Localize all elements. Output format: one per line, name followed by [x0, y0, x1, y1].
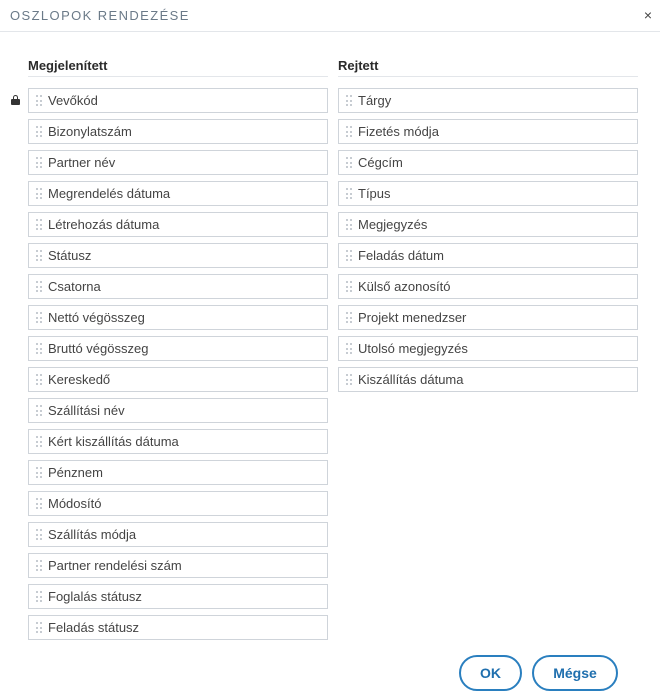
hidden-column-item[interactable]: [338, 274, 638, 299]
visible-columns-list: [28, 88, 328, 646]
hidden-columns-list: [338, 88, 638, 398]
column-item-label: Foglalás státusz: [48, 589, 142, 604]
drag-handle-icon[interactable]: [36, 560, 42, 571]
drag-handle-icon[interactable]: [36, 622, 42, 633]
drag-handle-icon[interactable]: [346, 312, 352, 323]
hidden-column-item[interactable]: [338, 305, 638, 330]
drag-handle-icon[interactable]: [36, 188, 42, 199]
drag-handle-icon[interactable]: [36, 219, 42, 230]
drag-handle-icon[interactable]: [346, 250, 352, 261]
visible-column-item[interactable]: [28, 243, 328, 268]
column-item-label: Külső azonosító: [358, 279, 451, 294]
drag-handle-icon[interactable]: [346, 374, 352, 385]
visible-column-item[interactable]: [28, 398, 328, 423]
drag-handle-icon[interactable]: [346, 188, 352, 199]
hidden-column-item[interactable]: [338, 119, 638, 144]
drag-handle-icon[interactable]: [36, 126, 42, 137]
visible-column-item[interactable]: [28, 553, 328, 578]
column-item-label: Partner név: [48, 155, 116, 170]
hidden-column-item[interactable]: [338, 212, 638, 237]
drag-handle-icon[interactable]: [36, 529, 42, 540]
column-item-label: Típus: [358, 186, 391, 201]
hidden-column-item[interactable]: [338, 150, 638, 175]
visible-column-item[interactable]: [28, 584, 328, 609]
close-icon[interactable]: ×: [643, 7, 652, 23]
visible-column-item[interactable]: [28, 615, 328, 640]
column-item-label: Bizonylatszám: [48, 124, 132, 139]
column-item-label: Módosító: [48, 496, 102, 511]
visible-column-item[interactable]: [28, 336, 328, 361]
hidden-columns-divider: [338, 76, 638, 77]
drag-handle-icon[interactable]: [36, 405, 42, 416]
drag-handle-icon[interactable]: [36, 281, 42, 292]
column-item-label: Megrendelés dátuma: [48, 186, 171, 201]
drag-handle-icon[interactable]: [36, 467, 42, 478]
column-item-label: Utolsó megjegyzés: [358, 341, 468, 356]
column-item-label: Szállítás módja: [48, 527, 137, 542]
visible-column-item[interactable]: [28, 429, 328, 454]
column-item-label: Bruttó végösszeg: [48, 341, 149, 356]
drag-handle-icon[interactable]: [346, 281, 352, 292]
hidden-column-item[interactable]: [338, 243, 638, 268]
visible-columns-heading: Megjelenített: [28, 58, 108, 73]
dialog-title: OSZLOPOK RENDEZÉSE: [10, 8, 190, 23]
column-item-label: Szállítási név: [48, 403, 125, 418]
visible-columns-divider: [28, 76, 328, 77]
column-item-label: Partner rendelési szám: [48, 558, 182, 573]
visible-column-item[interactable]: [28, 88, 328, 113]
drag-handle-icon[interactable]: [36, 250, 42, 261]
drag-handle-icon[interactable]: [36, 498, 42, 509]
drag-handle-icon[interactable]: [346, 95, 352, 106]
column-item-label: Csatorna: [48, 279, 101, 294]
drag-handle-icon[interactable]: [346, 219, 352, 230]
drag-handle-icon[interactable]: [36, 374, 42, 385]
column-item-label: Feladás dátum: [358, 248, 444, 263]
visible-column-item[interactable]: [28, 119, 328, 144]
drag-handle-icon[interactable]: [36, 343, 42, 354]
column-item-label: Projekt menedzser: [358, 310, 467, 325]
column-item-label: Tárgy: [358, 93, 392, 108]
hidden-column-item[interactable]: [338, 336, 638, 361]
visible-column-item[interactable]: [28, 460, 328, 485]
drag-handle-icon[interactable]: [346, 126, 352, 137]
hidden-column-item[interactable]: [338, 181, 638, 206]
drag-handle-icon[interactable]: [36, 591, 42, 602]
visible-column-item[interactable]: [28, 212, 328, 237]
visible-column-item[interactable]: [28, 181, 328, 206]
lock-icon: [11, 95, 20, 105]
cancel-button[interactable]: Mégse: [532, 655, 618, 691]
visible-column-item[interactable]: [28, 491, 328, 516]
drag-handle-icon[interactable]: [346, 157, 352, 168]
column-item-label: Fizetés módja: [358, 124, 439, 139]
visible-column-item[interactable]: [28, 367, 328, 392]
column-item-label: Megjegyzés: [358, 217, 428, 232]
column-item-label: Vevőkód: [48, 93, 98, 108]
column-item-label: Kiszállítás dátuma: [358, 372, 464, 387]
ok-button[interactable]: OK: [459, 655, 522, 691]
drag-handle-icon[interactable]: [36, 95, 42, 106]
column-item-label: Pénznem: [48, 465, 103, 480]
column-item-label: Nettó végösszeg: [48, 310, 145, 325]
drag-handle-icon[interactable]: [346, 343, 352, 354]
drag-handle-icon[interactable]: [36, 157, 42, 168]
drag-handle-icon[interactable]: [36, 312, 42, 323]
hidden-column-item[interactable]: [338, 367, 638, 392]
visible-column-item[interactable]: [28, 150, 328, 175]
visible-column-item[interactable]: [28, 522, 328, 547]
column-item-label: Létrehozás dátuma: [48, 217, 160, 232]
dialog-header: [0, 0, 660, 32]
visible-column-item[interactable]: [28, 305, 328, 330]
column-item-label: Cégcím: [358, 155, 403, 170]
column-item-label: Kereskedő: [48, 372, 111, 387]
drag-handle-icon[interactable]: [36, 436, 42, 447]
visible-column-item[interactable]: [28, 274, 328, 299]
column-item-label: Kért kiszállítás dátuma: [48, 434, 179, 449]
hidden-column-item[interactable]: [338, 88, 638, 113]
column-item-label: Feladás státusz: [48, 620, 140, 635]
column-item-label: Státusz: [48, 248, 92, 263]
hidden-columns-heading: Rejtett: [338, 58, 379, 73]
